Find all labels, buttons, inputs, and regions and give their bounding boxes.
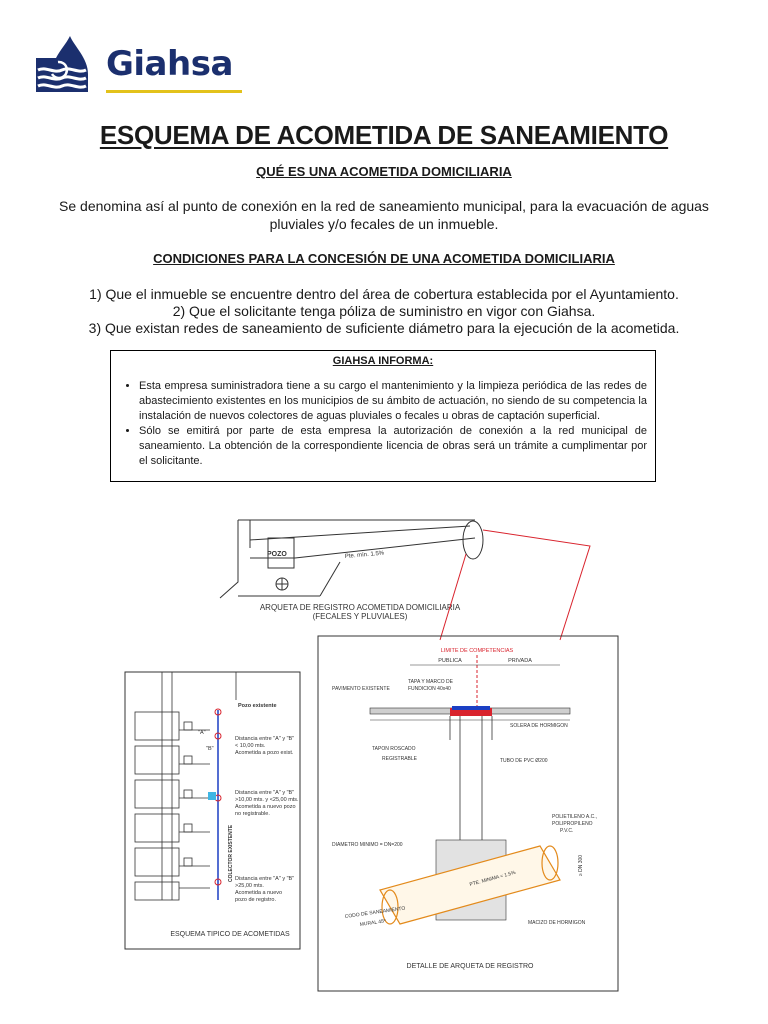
right-caption: DETALLE DE ARQUETA DE REGISTRO xyxy=(406,963,534,970)
pavimento-label: PAVIMENTO EXISTENTE xyxy=(332,686,390,692)
giahsa-logo xyxy=(36,36,246,98)
info-list xyxy=(117,379,647,469)
note-1 xyxy=(235,736,294,756)
polietileno-label-3: P.V.C. xyxy=(560,828,574,834)
left-panel-building xyxy=(135,672,236,900)
top-caption-1: ARQUETA DE REGISTRO ACOMETIDA DOMICILIARIA xyxy=(259,603,461,612)
info-box xyxy=(110,350,656,482)
vertical-pipe xyxy=(450,716,492,850)
conditions-list xyxy=(0,286,768,337)
codo-label-2: MURAL 45º xyxy=(359,918,387,928)
section2-heading: CONDICIONES PARA LA CONCESIÓN DE UNA ACOMETIDA DOMICILIARIA xyxy=(153,251,615,266)
svg-text:Distancia entre "A" y "B": Distancia entre "A" y "B" xyxy=(235,736,295,742)
privada-label: PRIVADA xyxy=(508,658,532,664)
svg-text:pozo de registro.: pozo de registro. xyxy=(235,897,276,903)
note-2 xyxy=(235,790,299,817)
svg-text:Distancia entre "A" y "B": Distancia entre "A" y "B" xyxy=(235,876,295,882)
tapa-label-2: FUNDICION 40x40 xyxy=(408,686,451,692)
svg-text:>25,00 mts.: >25,00 mts. xyxy=(235,883,264,889)
tapon-label-1: TAPON ROSCADO xyxy=(372,746,416,752)
pozo-existente-label: Pozo existente xyxy=(238,703,277,709)
svg-text:no registrable.: no registrable. xyxy=(235,811,270,817)
pte-label: PTE. MINIMA = 1.5% xyxy=(468,869,517,888)
info-heading: GIAHSA INFORMA: xyxy=(332,355,434,367)
svg-text:< 10,00 mts.: < 10,00 mts. xyxy=(235,743,266,749)
collector-label: COLECTOR EXISTENTE xyxy=(228,824,234,882)
section1-heading: QUÉ ES UNA ACOMETIDA DOMICILIARIA xyxy=(256,164,512,179)
ground-layers xyxy=(370,706,570,720)
section1-text: Se denomina así al punto de conexión en la red de saneamiento municipal, para la evacuación de aguas pluviales y/o fecales de un inmueble. xyxy=(59,198,709,232)
publica-label: PUBLICA xyxy=(438,658,462,664)
macizo-label: MACIZO DE HORMIGON xyxy=(528,920,586,926)
dn-label: ≥ DN 300 xyxy=(578,854,584,876)
technical-drawing xyxy=(120,500,650,995)
polietileno-label-2: POLIPROPILENO xyxy=(552,821,593,827)
water-drop-logo-icon xyxy=(36,36,106,98)
pozo-label: POZO xyxy=(267,551,287,558)
svg-text:>10,00 mts. y <25,00 mts.: >10,00 mts. y <25,00 mts. xyxy=(235,797,299,803)
point-a-label: "A" xyxy=(198,730,206,736)
info-item: • Esta empresa suministradora tiene a su cargo el mantenimiento y la limpieza periódica de las redes de abastecimiento existentes en los municipios de su ámbito de actuación, no siendo de su competencia la instalación de nuevos colectores de aguas pluviales o fecales u obras de captación superficial. xyxy=(139,379,647,424)
point-b-label: "B" xyxy=(206,746,214,752)
brand-name: Giahsa xyxy=(106,44,233,84)
left-panel-frame xyxy=(125,672,300,949)
page-title: ESQUEMA DE ACOMETIDA DE SANEAMIENTO xyxy=(99,120,669,150)
codo-label-1: CODO DE SANEAMIENTO xyxy=(344,905,406,920)
drawing-svg xyxy=(120,500,650,995)
tapon-label-2: REGISTRABLE xyxy=(382,756,418,762)
top-caption-2: (FECALES Y PLUVIALES) xyxy=(312,612,408,621)
note-3 xyxy=(235,876,294,903)
collector-line xyxy=(208,709,221,900)
svg-text:Distancia entre "A" y "B": Distancia entre "A" y "B" xyxy=(235,790,295,796)
brand-underline xyxy=(106,90,242,93)
limite-label: LIMITE DE COMPETENCIAS xyxy=(440,648,514,654)
red-connector-lines xyxy=(440,530,590,640)
tubo-label: TUBO DE PVC Ø200 xyxy=(500,758,548,764)
polietileno-label-1: POLIETILENO A.C., xyxy=(552,814,598,820)
left-caption: ESQUEMA TIPICO DE ACOMETIDAS xyxy=(170,931,290,938)
tapa-label-1: TAPA Y MARCO DE xyxy=(408,679,453,685)
svg-text:Acometida a nuevo: Acometida a nuevo xyxy=(235,890,283,896)
svg-text:Acometida a pozo exist.: Acometida a pozo exist. xyxy=(235,750,294,756)
slope-label: Pte. mín. 1.5% xyxy=(344,550,385,560)
diametro-label: DIAMETRO MINIMO = DN=200 xyxy=(332,842,403,848)
condition-item: 1) Que el inmueble se encuentre dentro del área de cobertura establecida por el Ayuntamiento. xyxy=(89,286,679,302)
condition-item: 3) Que existan redes de saneamiento de suficiente diámetro para la ejecución de la acometida. xyxy=(88,320,680,336)
svg-text:Acometida a nuevo pozo: Acometida a nuevo pozo xyxy=(235,804,296,810)
condition-item: 2) Que el solicitante tenga póliza de suministro en vigor con Giahsa. xyxy=(172,303,596,319)
info-item: • Sólo se emitirá por parte de esta empresa la autorización de conexión a la red municipal de saneamiento. La obtención de la correspondiente licencia de obras será un trámite a cumplimentar por el solicitante. xyxy=(139,424,647,469)
solera-label: SOLERA DE HORMIGON xyxy=(510,723,568,729)
